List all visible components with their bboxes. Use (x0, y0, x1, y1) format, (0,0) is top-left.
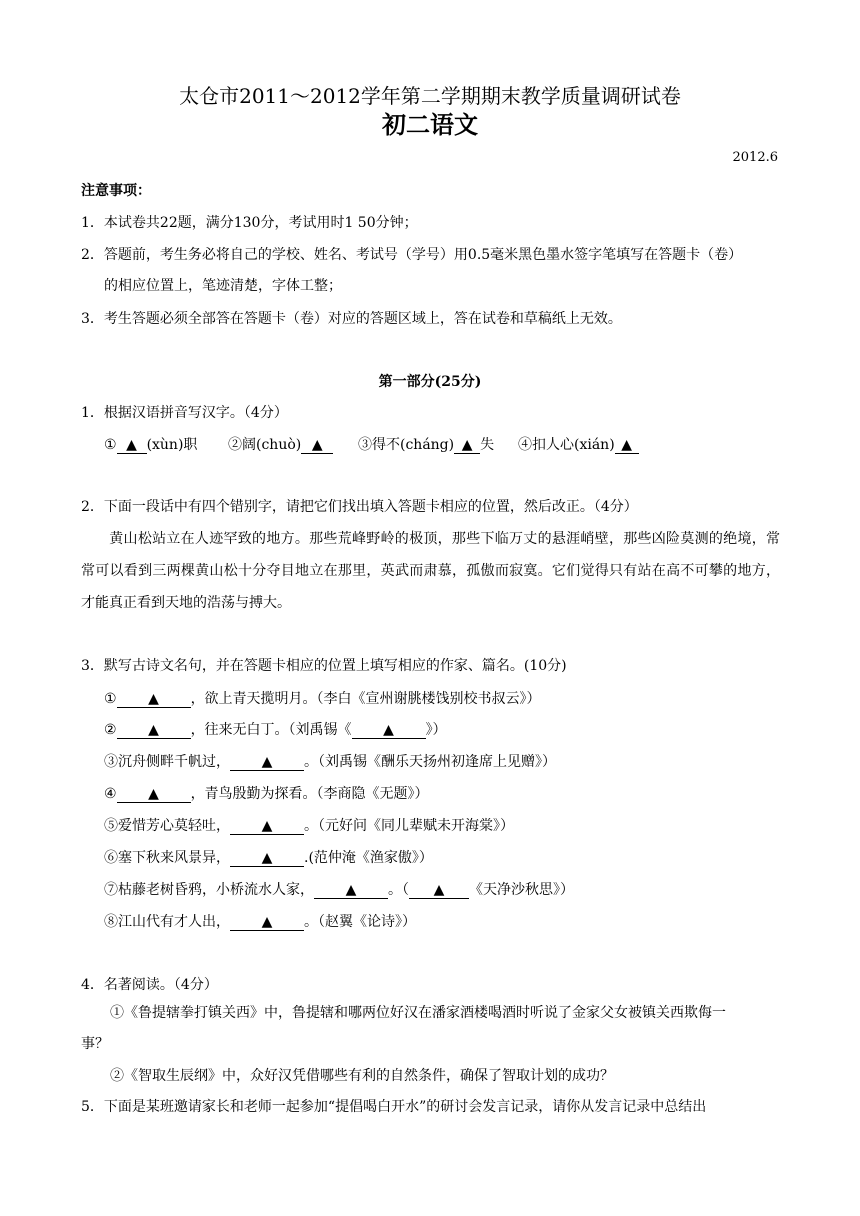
q3-l1-prefix: ① (104, 691, 117, 707)
q3-l2-middle: ，往来无白丁。（刘禹锡《 (190, 722, 352, 738)
answer-blank: ▲ (230, 754, 304, 771)
answer-blank: ▲ (301, 437, 333, 454)
q4-stem: 4．名著阅读。（4分） (81, 977, 218, 993)
q4-sub-1-line-2: 事？ (81, 1036, 109, 1052)
answer-blank: ▲ (117, 437, 147, 454)
q1-b-prefix: ②阔(chuò) (228, 437, 302, 453)
q3-line-6 (104, 848, 433, 868)
q3-line-4 (104, 784, 429, 804)
answer-blank: ▲ (314, 882, 388, 899)
q5-stem: 5．下面是某班邀请家长和老师一起参加“提倡喝白开水”的研讨会发言记录，请你从发言记录中总结出 (81, 1099, 707, 1115)
q3-l7-prefix: ⑦枯藤老树昏鸦，小桥流水人家， (104, 882, 314, 898)
q3-line-5 (104, 816, 514, 836)
q3-l5-prefix: ⑤爱惜芳心莫轻吐， (104, 818, 230, 834)
q3-l8-prefix: ⑧江山代有才人出， (104, 914, 230, 930)
q3-l2-prefix: ② (104, 722, 117, 738)
q3-line-3 (104, 752, 556, 772)
answer-blank: ▲ (409, 882, 469, 899)
q1-item-b (228, 435, 333, 455)
q3-l7-suffix: 《天净沙秋思》） (469, 882, 574, 898)
q2-stem: 2．下面一段话中有四个错别字，请把它们找出填入答题卡相应的位置，然后改正。（4分） (81, 499, 638, 515)
notes-item-1: 1．本试卷共22题，满分130分，考试用时1 50分钟； (81, 215, 418, 231)
q4-sub-2: ②《智取生辰纲》中，众好汉凭借哪些有利的自然条件，确保了智取计划的成功？ (110, 1068, 614, 1084)
part1-heading: 第一部分(25分) (378, 374, 482, 390)
q1-d-prefix: ④扣人心(xián) (518, 437, 615, 453)
q3-l3-prefix: ③沉舟侧畔千帆过， (104, 754, 230, 770)
q1-c-suffix: 失 (480, 437, 495, 453)
notes-item-3: 3．考生答题必须全部答在答题卡（卷）对应的答题区域上，答在试卷和草稿纸上无效。 (81, 311, 622, 327)
q3-line-2 (104, 720, 447, 740)
q3-l4-suffix: ，青鸟殷勤为探看。（李商隐《无题》） (190, 786, 429, 802)
q3-stem: 3．默写古诗文名句，并在答题卡相应的位置上填写相应的作家、篇名。(10分) (81, 658, 567, 674)
q2-passage-text: 黄山松站立在人迹罕致的地方。那些荒峰野岭的极顶，那些下临万丈的悬涯峭壁，那些凶险莫测的绝境，常常可以看到三两棵黄山松十分夺目地立在那里，英武而肃慕，孤傲而寂寞。它们觉得只有站在高不可攀的地方，才能真正看到天地的浩荡与搏大。 (81, 531, 780, 611)
answer-blank: ▲ (117, 691, 191, 708)
notes-item-2-line-2: 的相应位置上，笔迹清楚，字体工整； (104, 278, 342, 294)
q3-line-7 (104, 880, 574, 900)
q1-a-suffix: (xùn)职 (146, 437, 198, 453)
answer-blank: ▲ (230, 850, 304, 867)
q3-l5-suffix: 。（元好问《同儿辈赋未开海棠》） (304, 818, 514, 834)
answer-blank: ▲ (230, 818, 304, 835)
q3-l8-suffix: 。（赵翼《论诗》） (304, 914, 416, 930)
answer-blank: ▲ (230, 914, 304, 931)
q1-item-a (104, 435, 197, 455)
q3-l1-suffix: ，欲上青天揽明月。（李白《宣州谢朓楼饯别校书叔云》） (190, 691, 541, 707)
answer-blank: ▲ (454, 437, 480, 454)
q3-line-8 (104, 912, 416, 932)
notes-heading: 注意事项： (81, 183, 151, 199)
q1-item-d (518, 435, 639, 455)
q1-stem: 1．根据汉语拼音写汉字。（4分） (81, 405, 288, 421)
answer-blank: ▲ (117, 786, 191, 803)
exam-title: 太仓市2011～2012学年第二学期期末教学质量调研试卷 (179, 84, 681, 108)
q1-item-c (358, 435, 494, 455)
q1-a-prefix: ① (104, 437, 117, 453)
notes-item-2-line-1: 2．答题前，考生务必将自己的学校、姓名、考试号（学号）用0.5毫米黑色墨水签字笔填写在答题卡（卷） (81, 247, 743, 263)
q2-passage (81, 523, 780, 619)
q3-l3-suffix: 。（刘禹锡《酬乐天扬州初逢席上见赠》） (304, 754, 556, 770)
answer-blank: ▲ (352, 722, 426, 739)
q1-c-prefix: ③得不(cháng) (358, 437, 455, 453)
answer-blank: ▲ (117, 722, 191, 739)
q3-l7-middle: 。（ (388, 882, 409, 898)
q3-l6-suffix: .(范仲淹《渔家傲》） (304, 850, 433, 866)
q3-line-1 (104, 689, 541, 709)
exam-subject: 初二语文 (382, 110, 478, 139)
q3-l6-prefix: ⑥塞下秋来风景异， (104, 850, 230, 866)
answer-blank: ▲ (615, 437, 639, 454)
q4-sub-1-line-1: ①《鲁提辖拳打镇关西》中，鲁提辖和哪两位好汉在潘家酒楼喝酒时听说了金家父女被镇关西欺侮一 (110, 1005, 726, 1021)
q3-l2-suffix: 》） (425, 722, 447, 738)
q3-l4-prefix: ④ (104, 786, 117, 802)
exam-date: 2012.6 (732, 150, 778, 165)
